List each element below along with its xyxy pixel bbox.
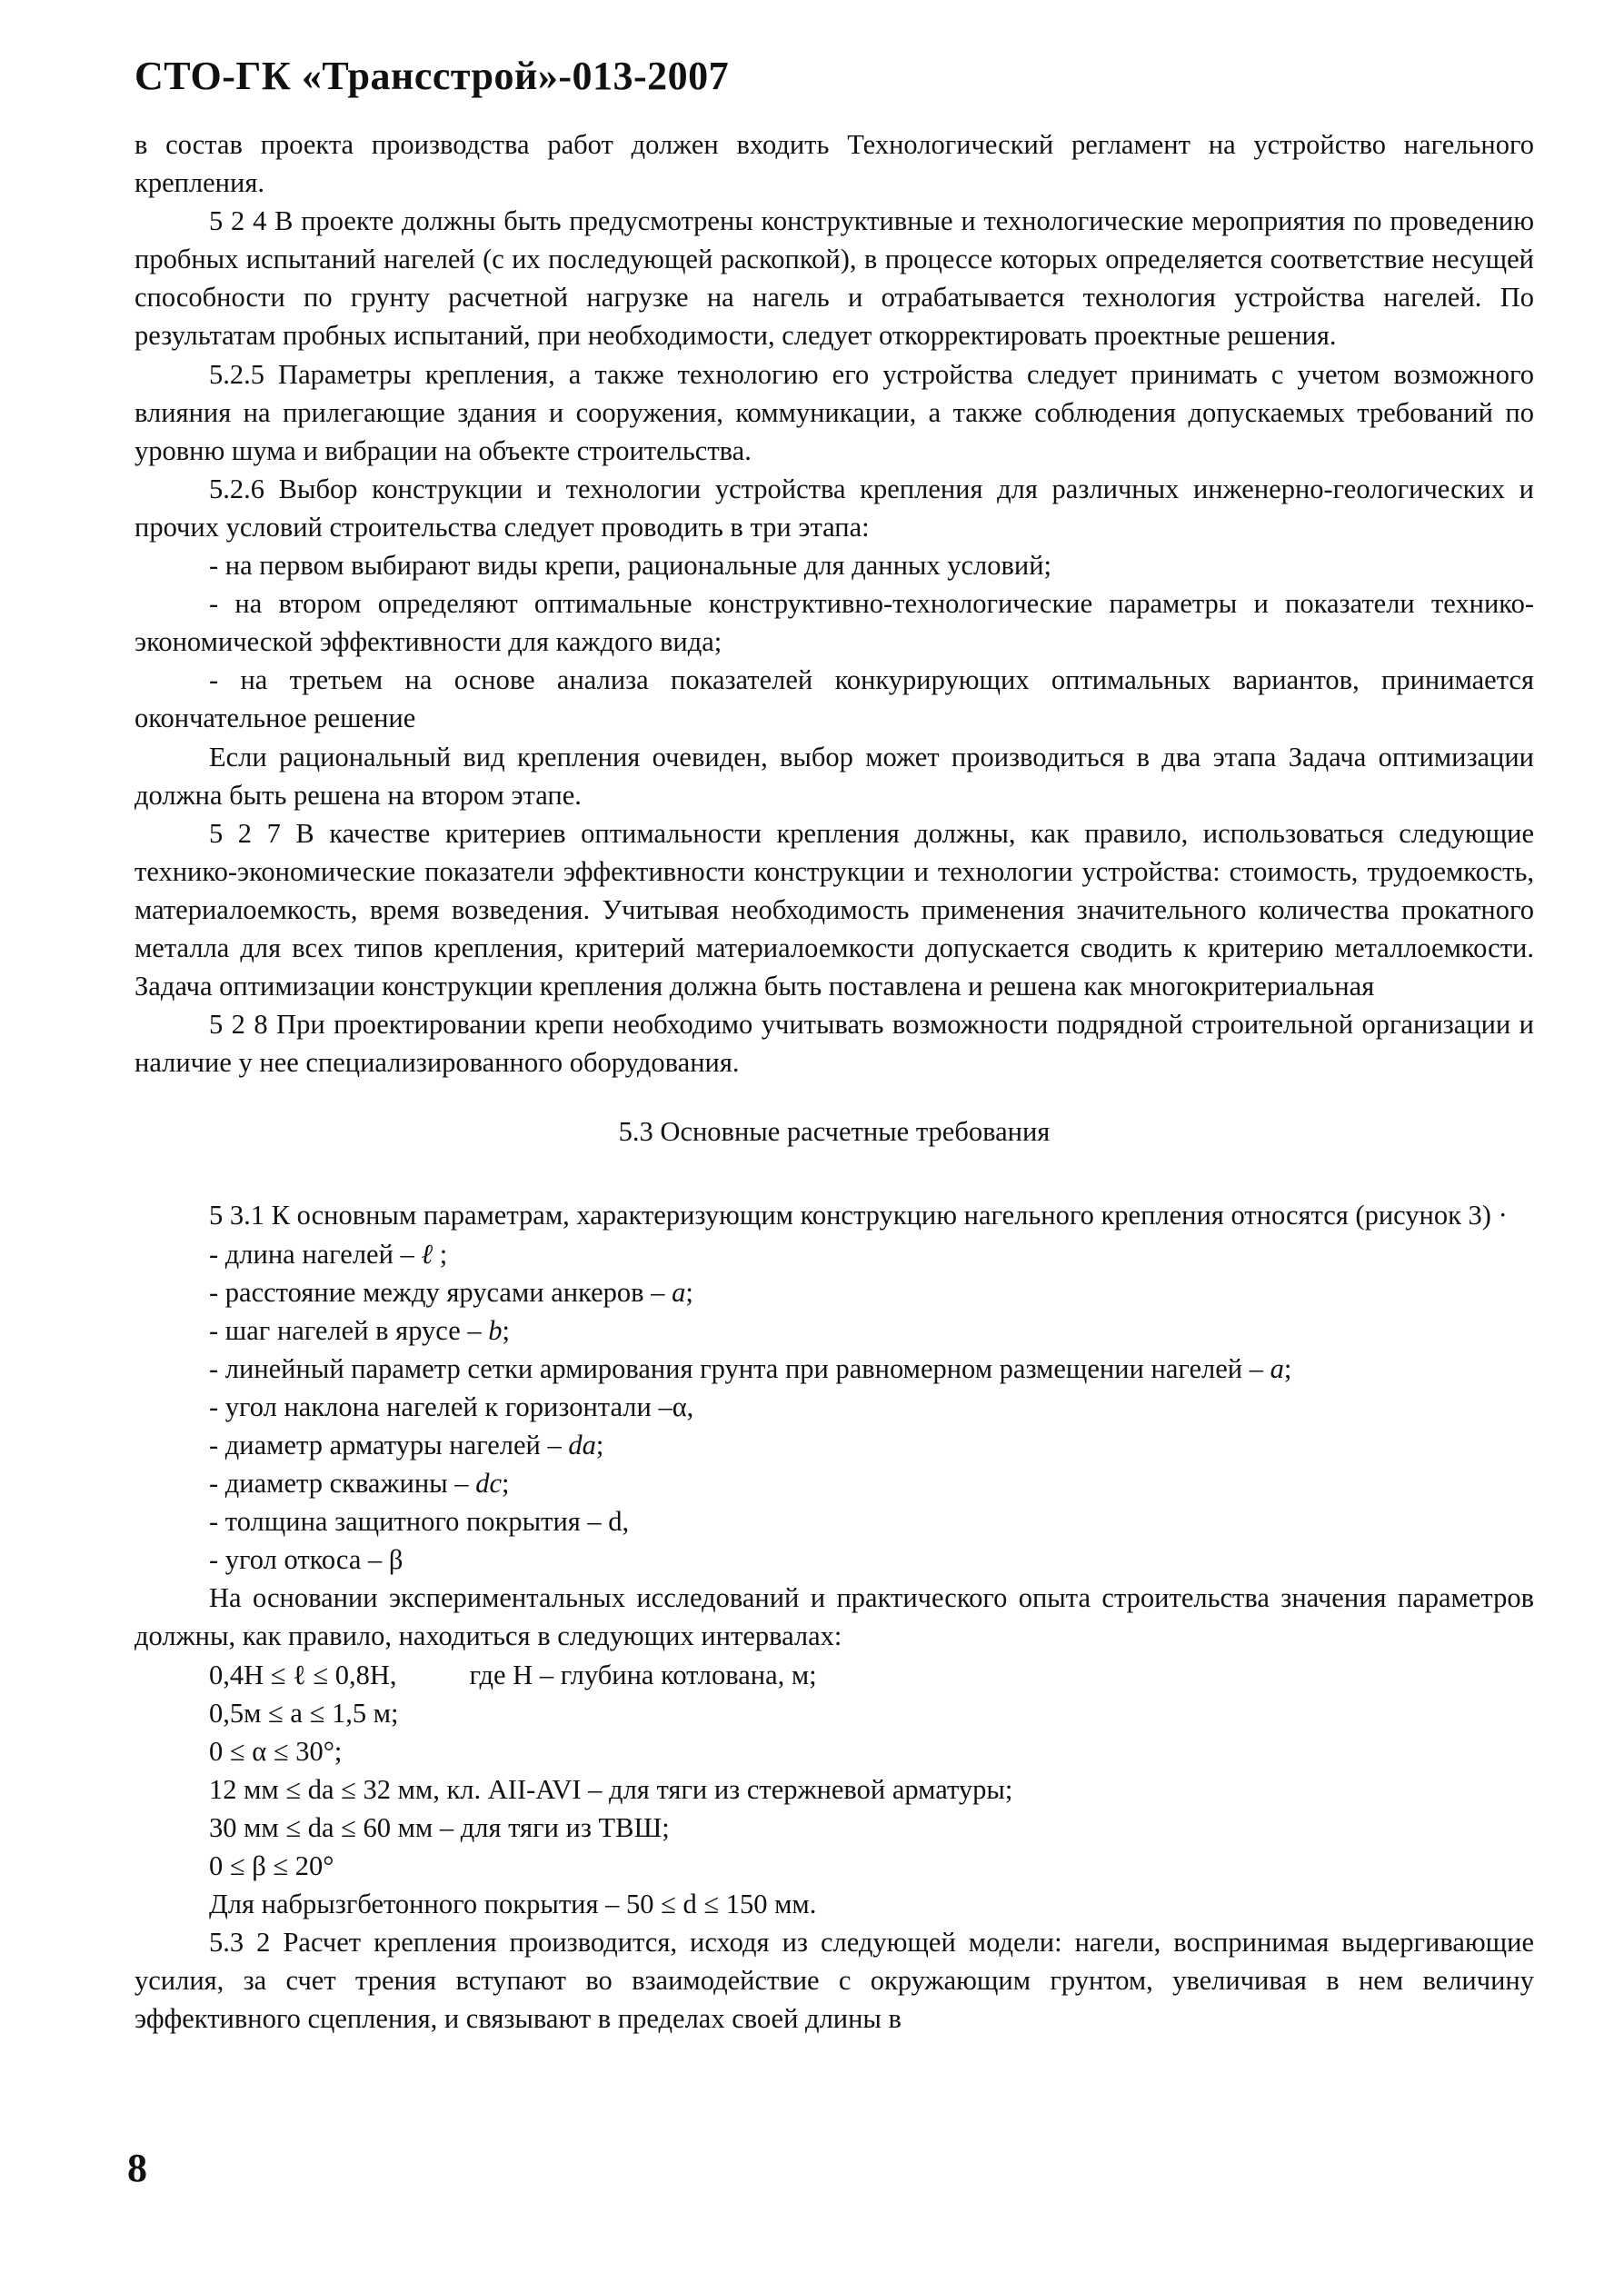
list-item: - расстояние между ярусами анкеров – a; (209, 1276, 693, 1308)
list-item: - на третьем на основе анализа показателей конкурирующих оптимальных вариантов, принимается окончательное решение (135, 664, 1534, 734)
paragraph: в состав проекта производства работ должен входить Технологический регламент на устройство нагельного крепления. (135, 129, 1534, 199)
paragraph-5-3-1: 5 3.1 К основным параметрам, характеризующим конструкцию нагельного крепления относятся (рисунок 3) · (209, 1200, 1508, 1231)
interval-item: 12 мм ≤ dа ≤ 32 мм, кл. AII-AVI – для тяги из стержневой арматуры; (209, 1773, 1013, 1805)
paragraph-5-2-4: 5 2 4 В проекте должны быть предусмотрены конструктивные и технологические мероприятия по проведению пробных испытаний нагелей (с их последующей раскопкой), в процессе которых определяется соответствие несущей способности по грунту расчетной нагрузке на нагель и отрабатывается технология устройства нагелей. По результатам пробных испытаний, при необходимости, следует откорректировать проектные решения. (135, 205, 1534, 352)
list-item: - угол откоса – β (209, 1544, 404, 1576)
interval-item: 0 ≤ α ≤ 30°; (209, 1735, 343, 1767)
paragraph-5-3-2: 5.3 2 Расчет крепления производится, исходя из следующей модели: нагели, воспринимая выдергивающие усилия, за счет трения вступают во взаимодействие с окружающим грунтом, увеличивая в нем величину эффективного сцепления, и связывают в пределах своей длины в (135, 1927, 1534, 2035)
paragraph-5-2-7: 5 2 7 В качестве критериев оптимальности крепления должны, как правило, использоваться следующие технико-экономические показатели эффективности конструкции и технологии устройства: стоимость, трудоемкость, материалоемкость, время возведения. Учитывая необходимость применения значительного количества прокатного металла для всех типов крепления, критерий материалоемкости допускается сводить к критерию металлоемкости. Задача оптимизации конструкции крепления должна быть поставлена и решена как многокритериальная (135, 817, 1534, 1002)
paragraph-5-2-6: 5.2.6 Выбор конструкции и технологии устройства крепления для различных инженерно-геологических и прочих условий строительства следует проводить в три этапа: (135, 473, 1534, 543)
paragraph: Если рациональный вид крепления очевиден, выбор может производиться в два этапа Задача оптимизации должна быть решена на втором этапе. (135, 741, 1534, 811)
list-item: - на первом выбирают виды крепи, рациональные для данных условий; (209, 550, 1052, 582)
parameter-list (135, 1235, 1534, 1580)
section-title: 5.3 Основные расчетные требования (618, 1116, 1051, 1148)
list-item: - длина нагелей – ℓ ; (209, 1238, 448, 1270)
interval-item: 0,5м ≤ a ≤ 1,5 м; (209, 1697, 399, 1729)
list-item: - диаметр скважины – dс; (209, 1468, 510, 1500)
paragraph-5-2-8: 5 2 8 При проектировании крепи необходимо учитывать возможности подрядной строительной организации и наличие у нее специализированного оборудования. (135, 1009, 1534, 1079)
intervals-intro: На основании экспериментальных исследований и практического опыта строительства значения параметров должны, как правило, находиться в следующих интервалах: (135, 1582, 1534, 1652)
page-number: 8 (127, 2146, 147, 2190)
list-item: - диаметр арматуры нагелей – dа; (209, 1430, 604, 1461)
shotcrete-note: Для набрызгбетонного покрытия – 50 ≤ d ≤ 150 мм. (209, 1889, 817, 1920)
interval-item: 0,4H ≤ ℓ ≤ 0,8H, где H – глубина котлована, м; (209, 1659, 817, 1690)
list-item: - шаг нагелей в ярусе – b; (209, 1314, 510, 1346)
document-header: СТО-ГК «Трансстрой»-013-2007 (135, 54, 730, 98)
list-item: - угол наклона нагелей к горизонтали –α, (209, 1391, 694, 1422)
list-item: - на втором определяют оптимальные конструктивно-технологические параметры и показатели технико-экономической эффективности для каждого вида; (135, 588, 1534, 658)
list-item: - линейный параметр сетки армирования грунта при равномерном размещении нагелей – a; (209, 1352, 1292, 1384)
paragraph-5-2-5: 5.2.5 Параметры крепления, а также технологию его устройства следует принимать с учетом возможного влияния на прилегающие здания и сооружения, коммуникации, а также соблюдения допускаемых требований по уровню шума и вибрации на объекте строительства. (135, 358, 1534, 466)
document-body (135, 125, 1534, 2039)
list-item: - толщина защитного покрытия – d, (209, 1506, 630, 1538)
interval-list (135, 1656, 1534, 1886)
interval-item: 0 ≤ β ≤ 20° (209, 1850, 334, 1882)
interval-item: 30 мм ≤ dа ≤ 60 мм – для тяги из ТВШ; (209, 1811, 670, 1843)
